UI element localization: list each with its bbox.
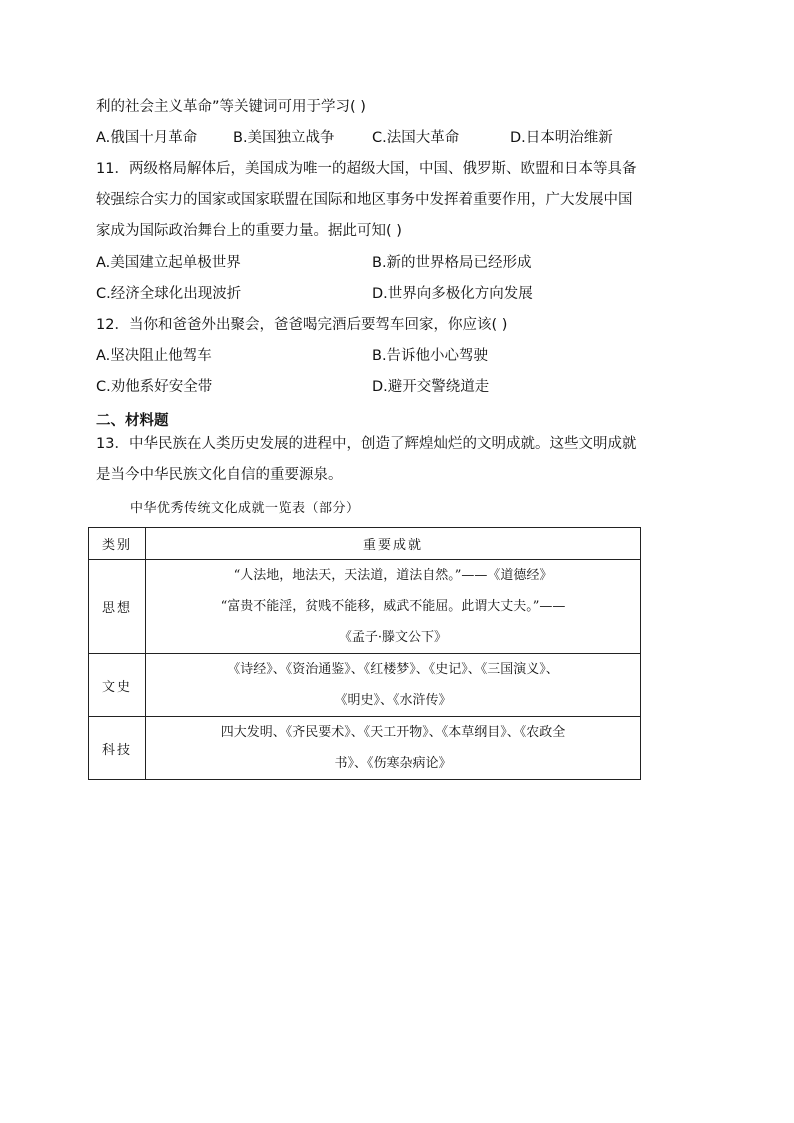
question-13-line-2: 是当今中华民族文化自信的重要源泉。 — [96, 467, 343, 483]
q10-option-c: C.法国大革命 — [372, 130, 460, 146]
achievements-table — [88, 527, 641, 780]
table-cell-line: 四大发明、《齐民要术》、《天工开物》、《本草纲目》、《农政全 — [220, 725, 566, 740]
q10-option-a: A.俄国十月革命 — [96, 130, 198, 146]
row-content-literature-history — [146, 654, 641, 717]
question-11-line-3: 家成为国际政治舞台上的重要力量。据此可知( ) — [96, 223, 402, 239]
row-content-thought — [146, 560, 641, 654]
table-cell-line: “富贵不能淫，贫贱不能移，威武不能屈。此谓大丈夫。”—— — [220, 599, 566, 614]
row-category-science-technology: 科技 — [89, 717, 146, 780]
q10-option-b: B.美国独立战争 — [233, 130, 335, 146]
table-cell-line: 《诗经》、《资治通鉴》、《红楼梦》、《史记》、《三国演义》、 — [227, 662, 559, 677]
question-12: 12．当你和爸爸外出聚会，爸爸喝完酒后要驾车回家，你应该( ) — [96, 317, 508, 333]
table-row — [89, 654, 641, 717]
header-achievements: 重要成就 — [146, 528, 641, 560]
header-category: 类别 — [89, 528, 146, 560]
table-cell-line: 《明史》、《水浒传》 — [334, 693, 452, 708]
q12-option-a: A.坚决阻止他驾车 — [96, 348, 212, 364]
table-cell-line: 《孟子·滕文公下》 — [338, 630, 448, 645]
q11-option-d: D.世界向多极化方向发展 — [372, 286, 533, 302]
section-2-heading: 二、材料题 — [96, 413, 169, 429]
table-caption: 中华优秀传统文化成就一览表（部分） — [130, 501, 360, 516]
table-cell-line: “人法地，地法天，天法道，道法自然。”——《道德经》 — [233, 568, 553, 583]
question-13-line-1: 13．中华民族在人类历史发展的进程中，创造了辉煌灿烂的文明成就。这些文明成就 — [96, 436, 637, 452]
row-category-literature-history: 文史 — [89, 654, 146, 717]
table-header-row — [89, 528, 641, 560]
q12-option-d: D.避开交警绕道走 — [372, 379, 490, 395]
question-10-tail: 利的社会主义革命”等关键词可用于学习( ) — [96, 99, 366, 115]
q12-option-b: B.告诉他小心驾驶 — [372, 348, 489, 364]
row-content-science-technology — [146, 717, 641, 780]
q12-option-c: C.劝他系好安全带 — [96, 379, 213, 395]
q11-option-a: A.美国建立起单极世界 — [96, 255, 241, 271]
row-category-thought: 思想 — [89, 560, 146, 654]
question-11-line-2: 较强综合实力的国家或国家联盟在国际和地区事务中发挥着重要作用，广大发展中国 — [96, 192, 633, 208]
table-cell-line: 书》、《伤寒杂病论》 — [334, 756, 452, 771]
table-row — [89, 560, 641, 654]
q10-option-d: D.日本明治维新 — [510, 130, 613, 146]
table-row — [89, 717, 641, 780]
question-11-line-1: 11．两级格局解体后，美国成为唯一的超级大国，中国、俄罗斯、欧盟和日本等具备 — [96, 161, 637, 177]
q11-option-b: B.新的世界格局已经形成 — [372, 255, 532, 271]
q11-option-c: C.经济全球化出现波折 — [96, 286, 242, 302]
